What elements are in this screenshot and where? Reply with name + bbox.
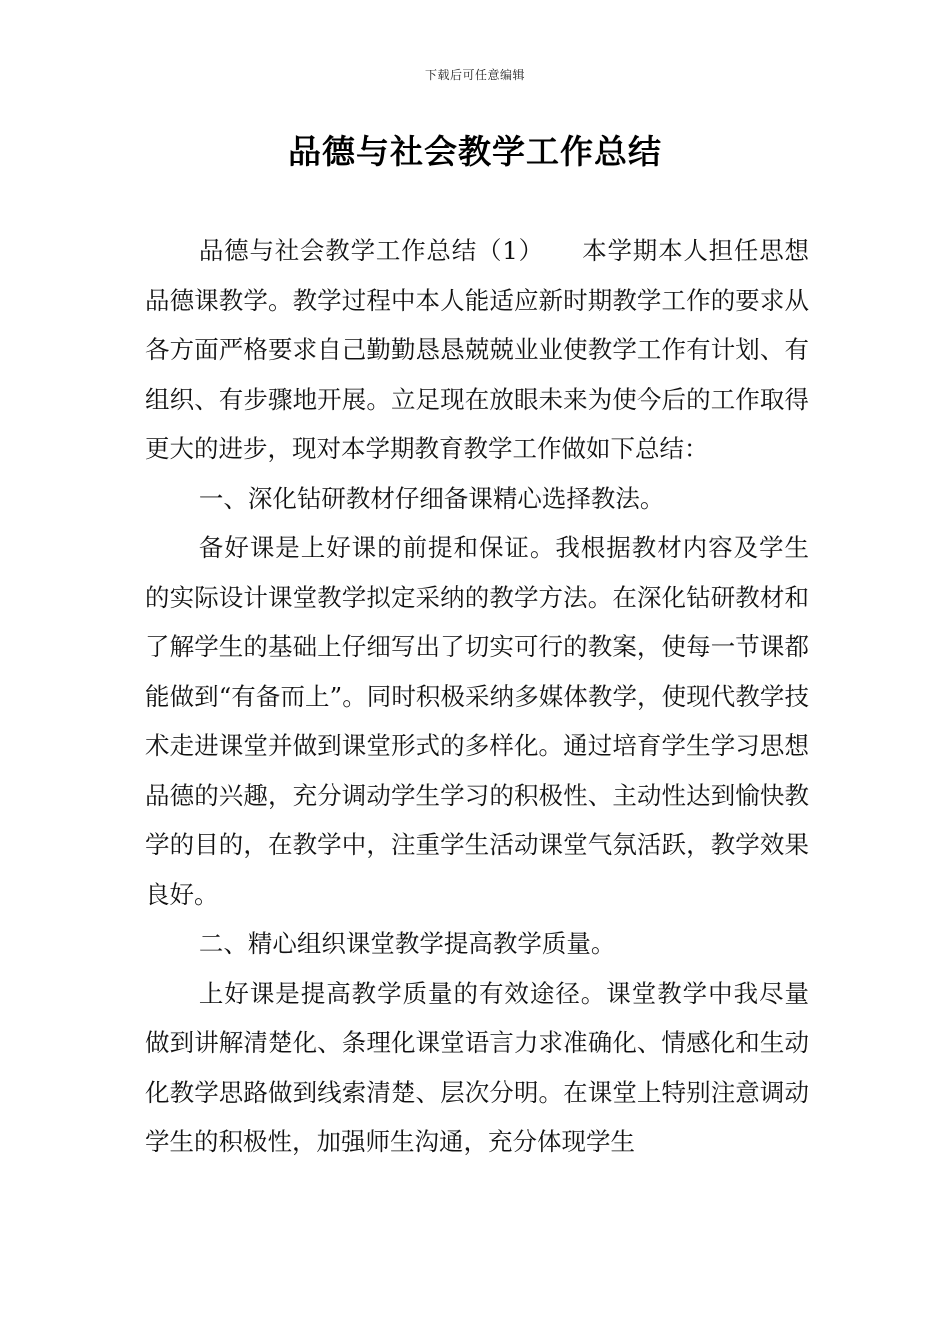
header-note: 下载后可任意编辑	[424, 68, 525, 82]
section-heading-2: 二、精心组织课堂教学提高教学质量。	[198, 929, 616, 958]
section-heading-1: 一、深化钻研教材仔细备课精心选择教法。	[198, 483, 665, 513]
document-body	[145, 226, 809, 1167]
paragraph-section-2: 上好课是提高教学质量的有效途径。课堂教学中我尽量做到讲解清楚化、条理化课堂语言力求准确化、情感化和生动化教学思路做到线索清楚、层次分明。在课堂上特别注意调动学生的积极性，加强师生沟通，充分体现学生	[145, 978, 809, 1156]
paragraph-intro: 品德与社会教学工作总结（1） 本学期本人担任思想品德课教学。教学过程中本人能适应新时期教学工作的要求从各方面严格要求自己勤勤恳恳兢兢业业使教学工作有计划、有组织、有步骤地开展。立足现在放眼未来为使今后的工作取得更大的进步，现对本学期教育教学工作做如下总结：	[145, 236, 809, 463]
paragraph-section-1: 备好课是上好课的前提和保证。我根据教材内容及学生的实际设计课堂教学拟定采纳的教学方法。在深化钻研教材和了解学生的基础上仔细写出了切实可行的教案，使每一节课都能做到“有备而上”。同时积极采纳多媒体教学，使现代教学技术走进课堂并做到课堂形式的多样化。通过培育学生学习思想品德的兴趣，充分调动学生学习的积极性、主动性达到愉快教学的目的，在教学中，注重学生活动课堂气氛活跃，教学效果良好。	[145, 533, 809, 909]
document-title: 品德与社会教学工作总结	[288, 132, 662, 171]
